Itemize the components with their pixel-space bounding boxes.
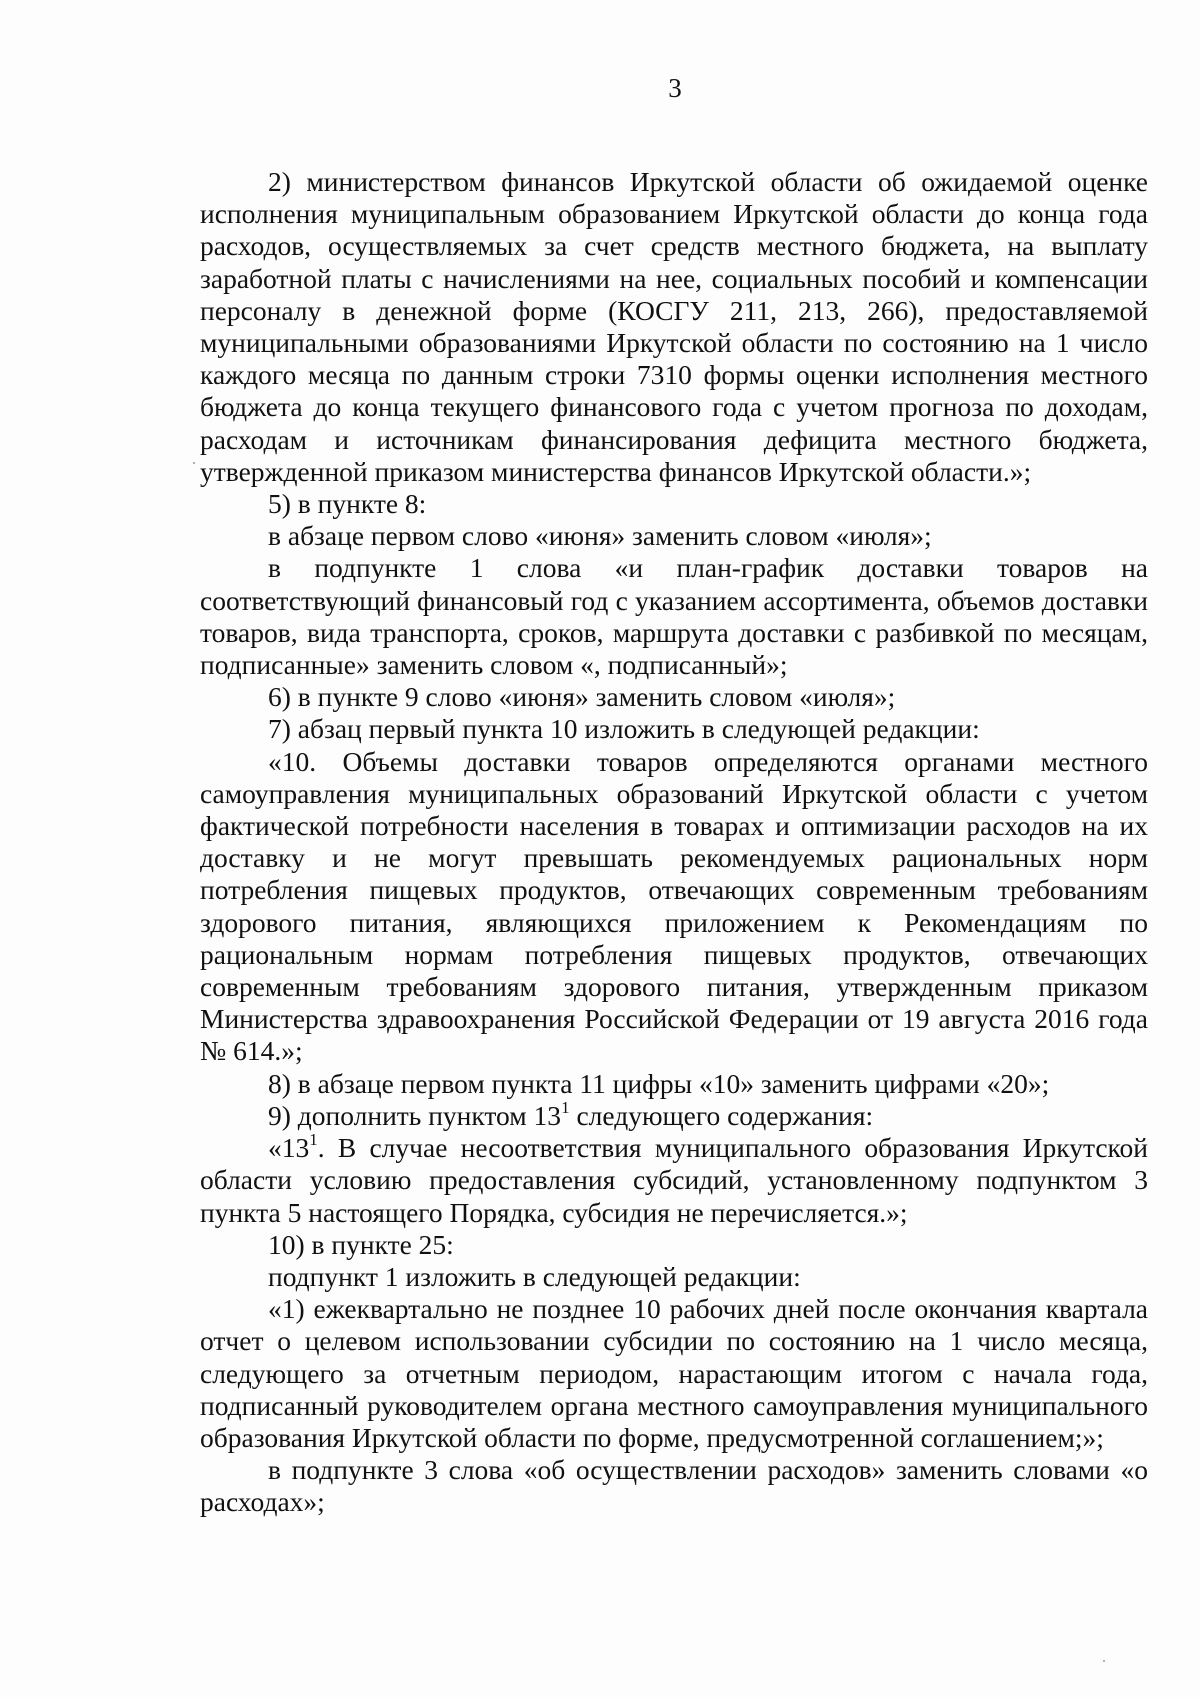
paragraph-item-13-1-text [200,1129,1148,1229]
paragraph-item-5: 5) в пункте 8: [268,488,427,520]
paragraph-item-13-1-tail: . В случае несоответствия муниципального образования Иркутской области условию предоставления субсидий, установленному подпунктом 3 пункта 5 настоящего Порядка, субсидия не перечисляется.»; [200,1132,1148,1228]
paragraph-item-13-1-superscript: 1 [309,1129,318,1149]
paragraph-item-8: 8) в абзаце первом пункта 11 цифры «10» заменить цифрами «20»; [268,1067,1050,1099]
paragraph-item-5-first-clause: в абзаце первом слово «июня» заменить словом «июля»; [268,520,932,552]
paragraph-item-10-subclause: подпункт 1 изложить в следующей редакции: [268,1260,801,1292]
paragraph-item-9-tail: следующего содержания: [569,1099,874,1131]
paragraph-item-5-subclause-1: в подпункте 1 слова «и план-график доставки товаров на соответствующий финансовый год с указанием ассортимента, объемов доставки товаров, вида транспорта, сроков, маршрута доставки с разбивкой по месяцам, подписанные» заменить словом «, подписанный»; [200,552,1148,681]
document-body [200,166,1148,1519]
scan-artifact-left [193,462,195,464]
paragraph-item-10-text: «10. Объемы доставки товаров определяются органами местного самоуправления муниципальных образований Иркутской области с учетом фактической потребности населения в товарах и оптимизации расходов на их доставку и не могут превышать рекомендуемых рациональных норм потребления пищевых продуктов, отвечающих современным требованиям здорового питания, являющихся приложением к Рекомендациям по рациональным нормам потребления пищевых продуктов, отвечающих современным требованиям здорового питания, утвержденным приказом Министерства здравоохранения Российской Федерации от 19 августа 2016 года № 614.»; [200,745,1148,1067]
paragraph-item-25-subclause-3: в подпункте 3 слова «об осуществлении расходов» заменить словами «о расходах»; [200,1454,1148,1518]
paragraph-item-7: 7) абзац первый пункта 10 изложить в следующей редакции: [268,713,980,745]
scan-artifact-right [1103,1660,1105,1662]
paragraph-item-25-subclause-1-text: «1) ежеквартально не позднее 10 рабочих дней после окончания квартала отчет о целевом использовании субсидии по состоянию на 1 число месяца, следующего за отчетным периодом, нарастающим итогом с начала года, подписанный руководителем органа местного самоуправления муниципального образования Иркутской области по форме, предусмотренной соглашением;»; [200,1293,1148,1453]
page-number: 3 [668,73,682,103]
paragraph-ministry-finance-estimate: 2) министерством финансов Иркутской области об ожидаемой оценке исполнения муниципальным образованием Иркутской области до конца года расходов, осуществляемых за счет средств местного бюджета, на выплату заработной платы с начислениями на нее, социальных пособий и компенсации персоналу в денежной форме (КОСГУ 211, 213, 266), предоставляемой муниципальными образованиями Иркутской области по состоянию на 1 число каждого месяца по данным строки 7310 формы оценки исполнения местного бюджета до конца текущего финансового года с учетом прогноза по доходам, расходам и источникам финансирования дефицита местного бюджета, утвержденной приказом министерства финансов Иркутской области.»; [200,166,1148,487]
paragraph-item-9-superscript: 1 [561,1097,570,1117]
paragraph-item-9-lead: 9) дополнить пунктом 13 [268,1099,562,1131]
paragraph-item-6: 6) в пункте 9 слово «июня» заменить словом «июля»; [268,681,896,713]
paragraph-item-10: 10) в пункте 25: [268,1228,454,1260]
paragraph-item-9 [200,1097,1148,1132]
paragraph-item-13-1-lead: «13 [268,1132,310,1164]
